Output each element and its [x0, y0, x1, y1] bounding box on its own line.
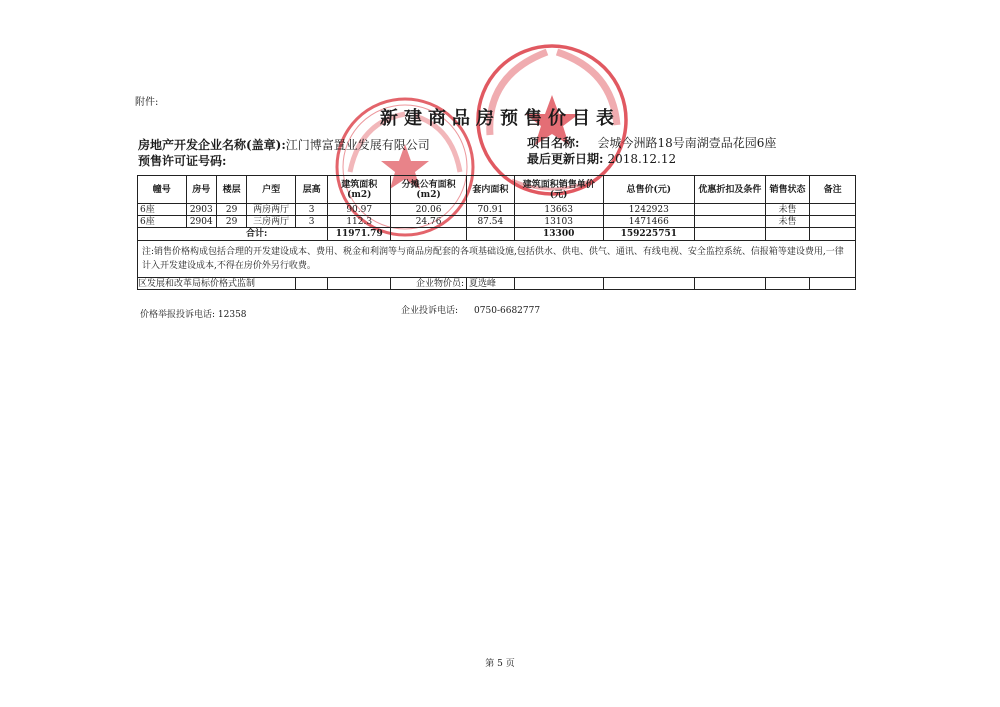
enterprise-hotline-label: 企业投诉电话: — [401, 306, 459, 316]
table-cell: 3 — [295, 204, 327, 216]
price-officer-label: 企业物价员: — [391, 278, 467, 290]
header-cell: 建筑面积销售单价(元) — [514, 176, 603, 204]
table-cell — [467, 228, 515, 241]
table-cell: 2903 — [186, 204, 216, 216]
price-officer-name: 夏选峰 — [467, 278, 515, 290]
header-cell: 户型 — [247, 176, 296, 204]
supervision-text: 区发展和改革局标价格式监制 — [138, 278, 296, 290]
footer-row — [138, 278, 856, 290]
table-cell: 112.3 — [328, 216, 391, 228]
table-cell: 87.54 — [467, 216, 515, 228]
total-label: 合计: — [138, 228, 328, 241]
header-cell: 层高 — [295, 176, 327, 204]
header-cell: 总售价(元) — [603, 176, 694, 204]
table-cell — [694, 216, 765, 228]
table-cell — [514, 278, 603, 290]
table-cell: 2904 — [186, 216, 216, 228]
table-cell — [295, 278, 327, 290]
table-cell — [765, 228, 810, 241]
table-cell — [391, 228, 467, 241]
table-cell — [765, 278, 810, 290]
project-name: 会城今洲路18号南湖壹品花园6座 — [597, 136, 777, 150]
total-unit-price: 13300 — [514, 228, 603, 241]
header-cell: 建筑面积(m2) — [328, 176, 391, 204]
developer-line — [138, 136, 430, 153]
header-cell: 销售状态 — [765, 176, 810, 204]
table-cell — [603, 278, 694, 290]
updated-label: 最后更新日期: — [527, 152, 604, 166]
enterprise-hotline — [401, 303, 540, 316]
developer-name: 江门博富置业发展有限公司 — [285, 138, 430, 152]
table-cell: 29 — [216, 204, 246, 216]
table-cell — [810, 228, 856, 241]
price-report-hotline: 价格举报投诉电话: 12358 — [140, 310, 247, 320]
total-price: 159225751 — [603, 228, 694, 241]
price-table — [137, 175, 856, 290]
header-cell: 套内面积 — [467, 176, 515, 204]
table-row — [138, 204, 856, 216]
updated-line — [527, 150, 676, 167]
table-header-row — [138, 176, 856, 204]
header-cell: 房号 — [186, 176, 216, 204]
project-line — [527, 134, 776, 151]
header-cell: 分摊公有面积(m2) — [391, 176, 467, 204]
total-area: 11971.79 — [328, 228, 391, 241]
table-cell: 13663 — [514, 204, 603, 216]
attachment-label: 附件: — [135, 97, 159, 108]
table-cell: 13103 — [514, 216, 603, 228]
table-cell: 29 — [216, 216, 246, 228]
table-cell: 未售 — [765, 216, 810, 228]
total-row — [138, 228, 856, 241]
table-cell — [328, 278, 391, 290]
enterprise-hotline-number: 0750-6682777 — [474, 306, 541, 316]
table-cell: 1242923 — [603, 204, 694, 216]
note-row — [138, 241, 856, 278]
table-cell — [694, 204, 765, 216]
table-cell: 90.97 — [328, 204, 391, 216]
table-cell: 6座 — [138, 216, 187, 228]
permit-label: 预售许可证号码: — [138, 154, 227, 168]
header-cell: 优惠折扣及条件 — [694, 176, 765, 204]
table-cell: 24.76 — [391, 216, 467, 228]
table-cell: 3 — [295, 216, 327, 228]
table-cell: 未售 — [765, 204, 810, 216]
table-cell — [810, 278, 856, 290]
header-cell: 幢号 — [138, 176, 187, 204]
project-label: 项目名称: — [527, 136, 580, 150]
permit-line — [138, 152, 226, 169]
table-cell: 两房两厅 — [247, 204, 296, 216]
table-cell: 6座 — [138, 204, 187, 216]
table-cell: 70.91 — [467, 204, 515, 216]
table-cell — [810, 204, 856, 216]
updated-date: 2018.12.12 — [607, 152, 677, 166]
table-cell — [694, 278, 765, 290]
table-cell: 20.06 — [391, 204, 467, 216]
page-title: 新建商品房预售价目表 — [380, 108, 620, 129]
table-cell — [810, 216, 856, 228]
table-cell: 1471466 — [603, 216, 694, 228]
table-cell — [694, 228, 765, 241]
header-cell: 楼层 — [216, 176, 246, 204]
page-number: 第 5 页 — [485, 659, 515, 669]
header-cell: 备注 — [810, 176, 856, 204]
table-cell: 三房两厅 — [247, 216, 296, 228]
table-row — [138, 216, 856, 228]
developer-label: 房地产开发企业名称(盖章): — [138, 138, 286, 152]
price-note: 注:销售价格构成包括合理的开发建设成本、费用、税金和利润等与商品房配套的各项基础设施,包括供水、供电、供气、通讯、有线电视、安全监控系统、信报箱等建设费用,一律计入开发建设成本,不得在房价外另行收费。 — [138, 241, 856, 278]
